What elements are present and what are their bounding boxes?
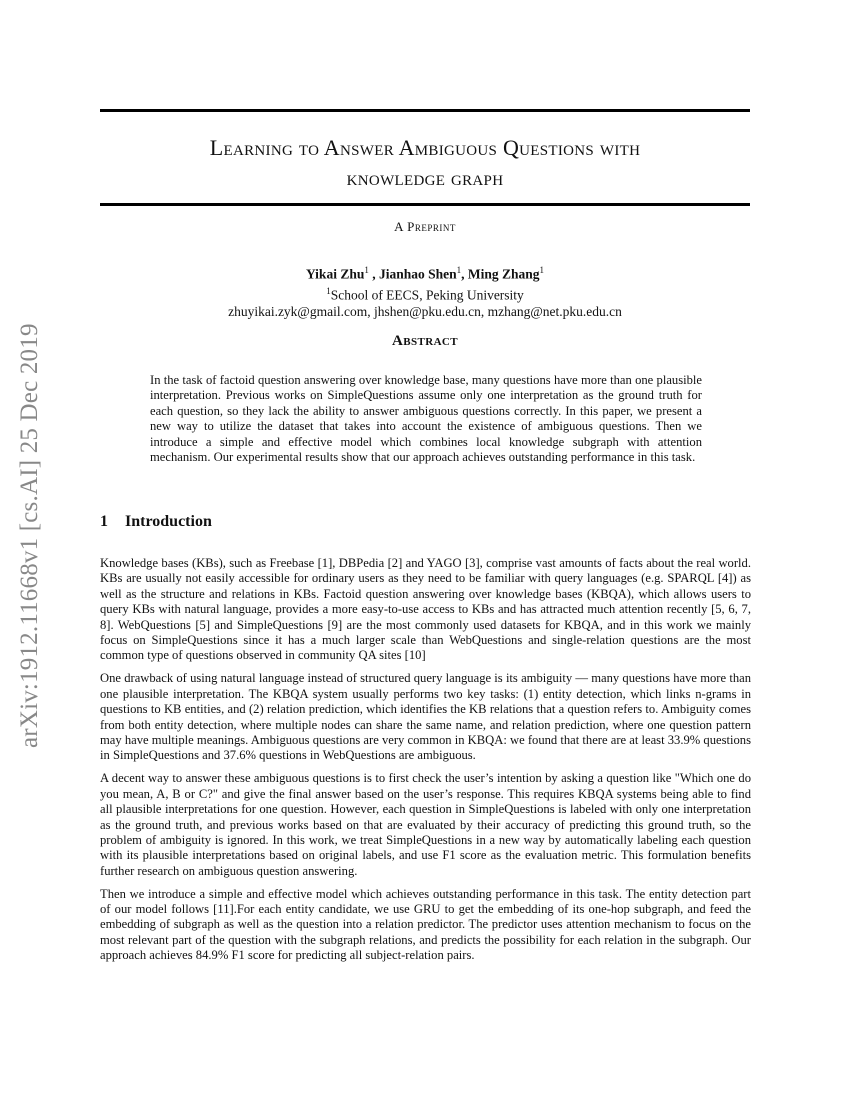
affiliation-text: School of EECS, Peking University [330, 287, 524, 302]
preprint-label: A Preprint [394, 219, 456, 234]
author-name: Jianhao Shen [378, 266, 457, 282]
paper-title-line-1: Learning to Answer Ambiguous Questions with [209, 135, 641, 160]
paper-title-line-2: knowledge graph [346, 165, 504, 190]
section-number: 1 [100, 513, 108, 530]
paragraph: A decent way to answer these ambiguous questions is to first check the user’s intention by asking a question like "Which one do you mean, A, B or C?" and give the final answer based on the user’s response. This requires KBQA systems being able to find all plausible interpretations for one question. However, each question in SimpleQuestions is labeled with only one interpretation as the ground truth, and previous works based on that are evaluated by their accuracy of predicting this ground truth, so the problem of ambiguity is ignored. In this work, we treat SimpleQuestions in a new way by automatically labeling each question with its plausible interpretations based on original labels, and use F1 score as the evaluation metric. This formulation benefits further research on ambiguous question answering. [100, 771, 751, 878]
author-block [100, 262, 750, 320]
paragraph: Knowledge bases (KBs), such as Freebase [1], DBPedia [2] and YAGO [3], comprise vast amounts of facts about the real world. KBs are usually not easily accessible for ordinary users as they need to be familiar with query languages (e.g. SPARQL [4]) as well as the structure and relations in KBs. Factoid question answering over knowledge bases (KBQA), which allows users to query KBs with natural language, provides a more easy-to-use access to KBs and has attracted much attention recently [5, 6, 7, 8]. WebQuestions [5] and SimpleQuestions [9] are the most commonly used datasets for KBQA, and in this work we mainly focus on SimpleQuestions since it has a much larger scale than WebQuestions and single-relation questions are the most common type of questions observed in community QA sites [10] [100, 556, 751, 663]
paper-title [100, 133, 750, 193]
section-title: Introduction [125, 513, 212, 530]
paragraph: Then we introduce a simple and effective model which achieves outstanding performance in this task. The entity detection part of our model follows [11].For each entity candidate, we use GRU to get the embedding of its one-hop subgraph, and feed the embedding of subgraph as well as the question into a relation predictor. The predictor uses attention mechanism to focus on the most relevant part of the question with the subgraph relations, and predicts the possibility for each relation in the subgraph. Our approach achieves 84.9% F1 score for predicting all subject-relation pairs. [100, 886, 751, 963]
title-top-rule [100, 109, 750, 112]
affiliation-mark: 1 [326, 285, 331, 296]
author-name: Ming Zhang [467, 266, 540, 282]
author-affiliation-mark: 1 [364, 265, 369, 275]
affiliation [100, 283, 750, 304]
section-heading-introduction [100, 513, 212, 531]
abstract-heading: Abstract [392, 333, 458, 349]
author-emails: zhuyikai.zyk@gmail.com, jhshen@pku.edu.cn, mzhang@net.pku.edu.cn [228, 304, 622, 319]
arxiv-identifier: arXiv:1912.11668v1 [cs.AI] 25 Dec 2019 [16, 323, 43, 748]
abstract-text: In the task of factoid question answering over knowledge base, many questions have more than one plausible interpretation. Previous works on SimpleQuestions assume only one interpretation as the ground truth for each question, so they lack the ability to answer ambiguous questions correctly. In this paper, we present a new way to utilize the dataset that takes into account the existence of ambiguous questions. Then we introduce a simple and effective model which combines local knowledge subgraph with attention mechanism. Our experimental results show that our approach achieves outstanding performance in this task. [150, 373, 702, 465]
introduction-body [100, 556, 751, 971]
author-names: Yikai Zhu$^1$ , Jianhao Shen$^1$, Ming Zhang$^1$ [305, 265, 545, 282]
title-bottom-rule [100, 203, 750, 206]
paragraph: One drawback of using natural language instead of structured query language is its ambiguity — many questions have more than one plausible interpretation. The KBQA system usually performs two key tasks: (1) entity detection, which links n-grams in questions to KB entities, and (2) relation prediction, which identifies the KB relations that a question refers to. Ambiguity comes from both entity detection, where multiple nodes can share the same name, and relation prediction, where one question pattern may have multiple meanings. Ambiguous questions are very common in KBQA: we found that there are at least 33.9% questions in SimpleQuestions and 37.6% questions in WebQuestions are ambiguous. [100, 671, 751, 763]
author-affiliation-mark: 1 [539, 265, 545, 275]
author-affiliation-mark: 1 [456, 265, 462, 275]
author-name: Yikai Zhu [305, 266, 365, 282]
